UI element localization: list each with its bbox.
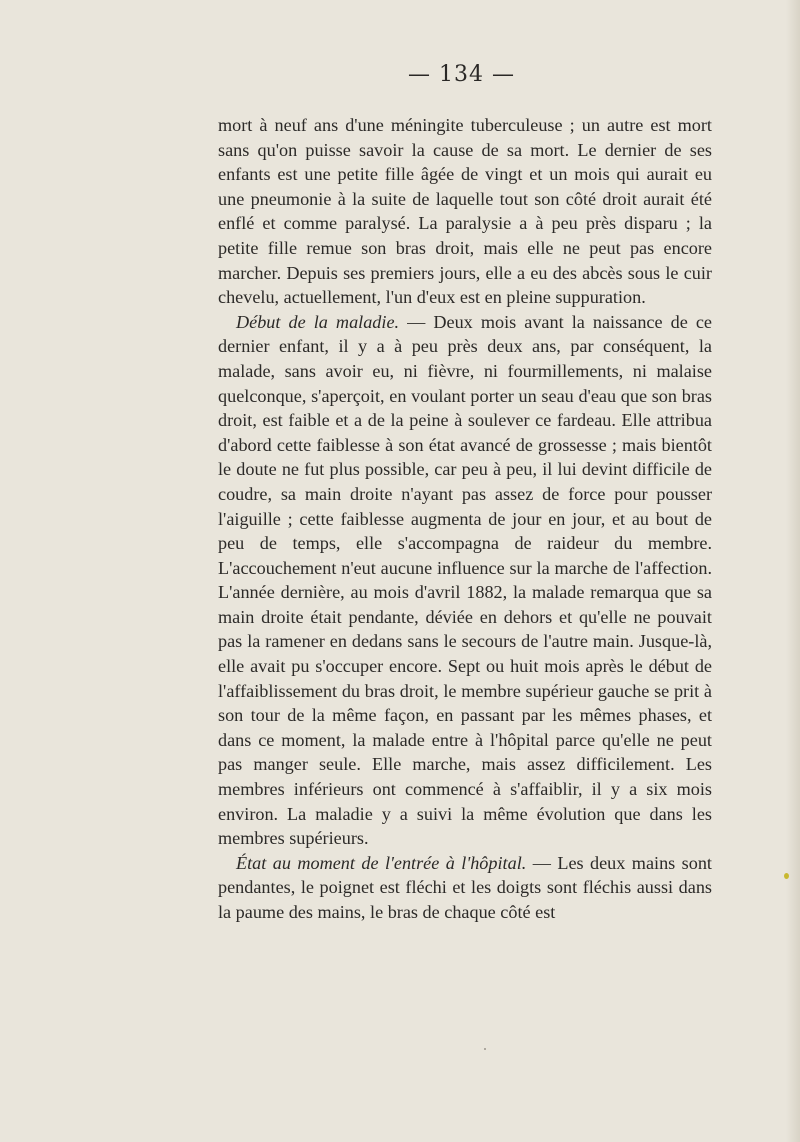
- body-text: [218, 113, 712, 925]
- section-heading-admission: État au moment de l'entrée à l'hôpital.: [236, 852, 527, 873]
- paragraph-admission-state: [218, 851, 712, 925]
- ink-speck: [784, 873, 789, 879]
- paragraph-text: — Les deux mains sont pendantes, le poignet est fléchi et les doigts sont fléchis aussi dans la paume des mains, le bras de chaque côté est: [218, 852, 712, 922]
- section-heading-onset: Début de la maladie.: [236, 311, 400, 332]
- paragraph-family-history: [218, 113, 712, 310]
- page-edge-shadow: [786, 0, 800, 1142]
- paragraph-text: mort à neuf ans d'une méningite tuberculeuse ; un autre est mort sans qu'on puisse savoir la cause de sa mort. Le dernier de ses enfants est une petite fille âgée de vingt et un mois qui aurait eu une pneumonie à la suite de laquelle tout son côté droit aurait été enflé et comme paralysé. La paralysie a à peu près disparu ; la petite fille remue son bras droit, mais elle ne peut pas encore marcher. Depuis ses premiers jours, elle a eu des abcès sous le cuir chevelu, actuellement, l'un d'eux est en pleine suppuration.: [218, 115, 712, 308]
- paragraph-text: — Deux mois avant la naissance de ce dernier enfant, il y a à peu près deux ans, par conséquent, la malade, sans avoir eu, ni fièvre, ni fourmillements, ni malaise quelconque, s'aperçoit, en voulant porter un seau d'eau que son bras droit, est faible et a de la peine à soulever ce fardeau. Elle attribua d'abord cette faiblesse à son état avancé de grossesse ; mais bientôt le doute ne fut plus possible, car peu à peu, il lui devint difficile de coudre, sa main droite n'ayant pas assez de force pour pousser l'aiguille ; cette faiblesse augmenta de jour en jour, et au bout de peu de temps, elle s'accompagna de raideur du membre. L'accouchement n'eut aucune influence sur la marche de l'affection. L'année dernière, au mois d'avril 1882, la malade remarqua que sa main droite était pendante, déviée en dehors et qu'elle ne pouvait pas la ramener en dedans sans le secours de l'autre main. Jusque-là, elle avait pu s'occuper encore. Sept ou huit mois après le début de l'affaiblissement du bras droit, le membre supérieur gauche se prit à son tour de la même façon, en passant par les mêmes phases, et dans ce moment, la malade entre à l'hôpital parce qu'elle ne peut pas manger seule. Elle marche, mais assez difficilement. Les membres inférieurs ont commencé à s'affaiblir, il y a six mois environ. La maladie y a suivi la même évolution que dans les membres supérieurs.: [218, 311, 712, 849]
- paper-speck: [484, 1048, 486, 1050]
- paragraph-onset: [218, 310, 712, 851]
- page-number: — 134 —: [408, 62, 515, 87]
